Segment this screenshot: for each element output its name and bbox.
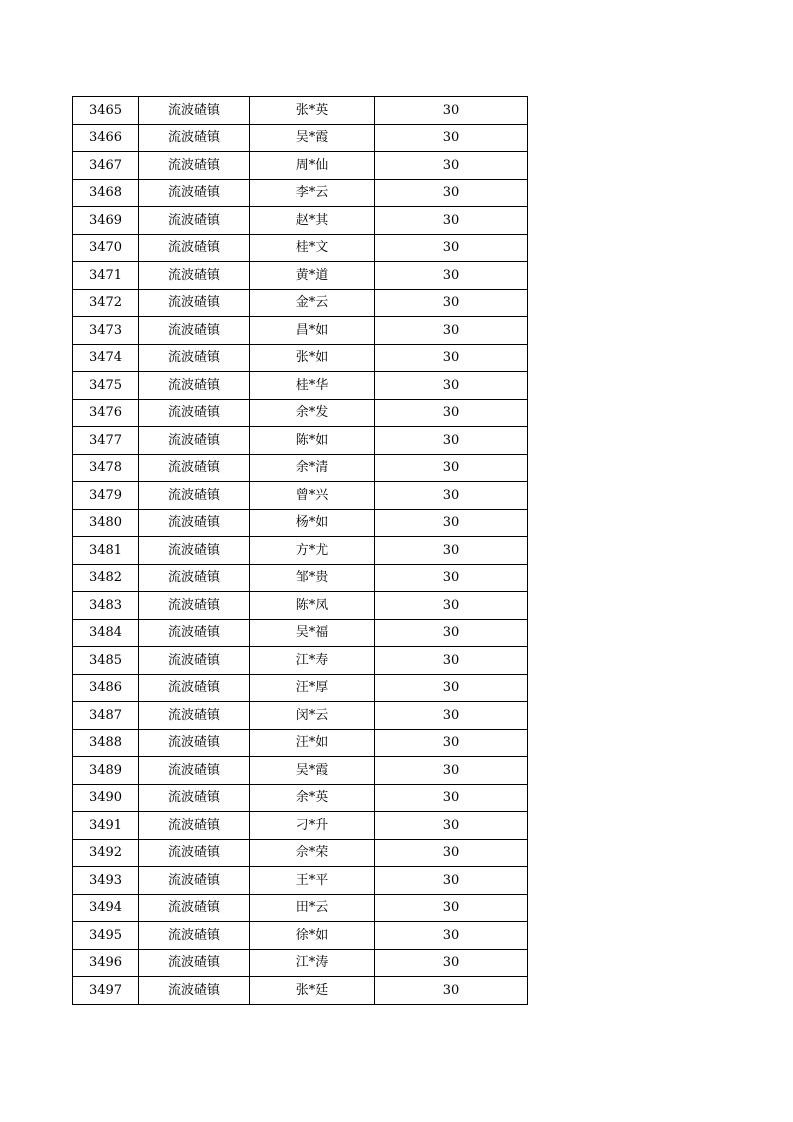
table-row bbox=[73, 234, 528, 262]
row-number-cell: 3465 bbox=[73, 97, 139, 125]
person-name-cell: 张*英 bbox=[250, 97, 375, 125]
row-number-cell: 3470 bbox=[73, 234, 139, 262]
table-row bbox=[73, 152, 528, 180]
row-number-cell: 3495 bbox=[73, 922, 139, 950]
town-cell: 流波碴镇 bbox=[139, 344, 250, 372]
table-row bbox=[73, 867, 528, 895]
row-number-cell: 3469 bbox=[73, 207, 139, 235]
person-name-cell: 余*英 bbox=[250, 784, 375, 812]
table-row bbox=[73, 509, 528, 537]
row-number-cell: 3468 bbox=[73, 179, 139, 207]
row-number-cell: 3472 bbox=[73, 289, 139, 317]
amount-cell: 30 bbox=[375, 207, 528, 235]
amount-cell: 30 bbox=[375, 317, 528, 345]
amount-cell: 30 bbox=[375, 344, 528, 372]
town-cell: 流波碴镇 bbox=[139, 757, 250, 785]
table-row bbox=[73, 592, 528, 620]
table-row bbox=[73, 949, 528, 977]
amount-cell: 30 bbox=[375, 702, 528, 730]
town-cell: 流波碴镇 bbox=[139, 509, 250, 537]
town-cell: 流波碴镇 bbox=[139, 427, 250, 455]
row-number-cell: 3487 bbox=[73, 702, 139, 730]
person-name-cell: 李*云 bbox=[250, 179, 375, 207]
row-number-cell: 3483 bbox=[73, 592, 139, 620]
town-cell: 流波碴镇 bbox=[139, 262, 250, 290]
row-number-cell: 3496 bbox=[73, 949, 139, 977]
town-cell: 流波碴镇 bbox=[139, 592, 250, 620]
person-name-cell: 江*寿 bbox=[250, 647, 375, 675]
row-number-cell: 3467 bbox=[73, 152, 139, 180]
table-row bbox=[73, 482, 528, 510]
town-cell: 流波碴镇 bbox=[139, 922, 250, 950]
town-cell: 流波碴镇 bbox=[139, 372, 250, 400]
person-name-cell: 邹*贵 bbox=[250, 564, 375, 592]
town-cell: 流波碴镇 bbox=[139, 207, 250, 235]
amount-cell: 30 bbox=[375, 262, 528, 290]
town-cell: 流波碴镇 bbox=[139, 977, 250, 1005]
town-cell: 流波碴镇 bbox=[139, 867, 250, 895]
table-row bbox=[73, 207, 528, 235]
amount-cell: 30 bbox=[375, 537, 528, 565]
row-number-cell: 3488 bbox=[73, 729, 139, 757]
town-cell: 流波碴镇 bbox=[139, 949, 250, 977]
amount-cell: 30 bbox=[375, 234, 528, 262]
row-number-cell: 3491 bbox=[73, 812, 139, 840]
table-row bbox=[73, 757, 528, 785]
town-cell: 流波碴镇 bbox=[139, 812, 250, 840]
person-name-cell: 昌*如 bbox=[250, 317, 375, 345]
person-name-cell: 陈*如 bbox=[250, 427, 375, 455]
table-row bbox=[73, 262, 528, 290]
town-cell: 流波碴镇 bbox=[139, 702, 250, 730]
amount-cell: 30 bbox=[375, 289, 528, 317]
town-cell: 流波碴镇 bbox=[139, 674, 250, 702]
table-row bbox=[73, 894, 528, 922]
person-name-cell: 吴*霞 bbox=[250, 124, 375, 152]
person-name-cell: 汪*如 bbox=[250, 729, 375, 757]
town-cell: 流波碴镇 bbox=[139, 647, 250, 675]
row-number-cell: 3497 bbox=[73, 977, 139, 1005]
table-row bbox=[73, 344, 528, 372]
row-number-cell: 3473 bbox=[73, 317, 139, 345]
person-name-cell: 闵*云 bbox=[250, 702, 375, 730]
person-name-cell: 余*清 bbox=[250, 454, 375, 482]
row-number-cell: 3478 bbox=[73, 454, 139, 482]
amount-cell: 30 bbox=[375, 949, 528, 977]
row-number-cell: 3466 bbox=[73, 124, 139, 152]
row-number-cell: 3476 bbox=[73, 399, 139, 427]
person-name-cell: 余*发 bbox=[250, 399, 375, 427]
town-cell: 流波碴镇 bbox=[139, 97, 250, 125]
town-cell: 流波碴镇 bbox=[139, 839, 250, 867]
town-cell: 流波碴镇 bbox=[139, 317, 250, 345]
amount-cell: 30 bbox=[375, 179, 528, 207]
town-cell: 流波碴镇 bbox=[139, 234, 250, 262]
amount-cell: 30 bbox=[375, 97, 528, 125]
table-row bbox=[73, 647, 528, 675]
table-row bbox=[73, 784, 528, 812]
person-name-cell: 金*云 bbox=[250, 289, 375, 317]
town-cell: 流波碴镇 bbox=[139, 564, 250, 592]
amount-cell: 30 bbox=[375, 454, 528, 482]
amount-cell: 30 bbox=[375, 592, 528, 620]
table-row bbox=[73, 124, 528, 152]
person-name-cell: 桂*文 bbox=[250, 234, 375, 262]
town-cell: 流波碴镇 bbox=[139, 619, 250, 647]
row-number-cell: 3480 bbox=[73, 509, 139, 537]
row-number-cell: 3486 bbox=[73, 674, 139, 702]
town-cell: 流波碴镇 bbox=[139, 124, 250, 152]
table-row bbox=[73, 317, 528, 345]
table-row bbox=[73, 812, 528, 840]
table-row bbox=[73, 97, 528, 125]
person-name-cell: 周*仙 bbox=[250, 152, 375, 180]
town-cell: 流波碴镇 bbox=[139, 289, 250, 317]
table-row bbox=[73, 427, 528, 455]
row-number-cell: 3494 bbox=[73, 894, 139, 922]
town-cell: 流波碴镇 bbox=[139, 399, 250, 427]
table-row bbox=[73, 454, 528, 482]
table-row bbox=[73, 619, 528, 647]
amount-cell: 30 bbox=[375, 372, 528, 400]
person-name-cell: 徐*如 bbox=[250, 922, 375, 950]
row-number-cell: 3474 bbox=[73, 344, 139, 372]
amount-cell: 30 bbox=[375, 729, 528, 757]
amount-cell: 30 bbox=[375, 509, 528, 537]
person-name-cell: 张*如 bbox=[250, 344, 375, 372]
amount-cell: 30 bbox=[375, 564, 528, 592]
amount-cell: 30 bbox=[375, 674, 528, 702]
amount-cell: 30 bbox=[375, 812, 528, 840]
amount-cell: 30 bbox=[375, 152, 528, 180]
table-row bbox=[73, 839, 528, 867]
row-number-cell: 3485 bbox=[73, 647, 139, 675]
table-row bbox=[73, 702, 528, 730]
table-row bbox=[73, 289, 528, 317]
person-name-cell: 吴*福 bbox=[250, 619, 375, 647]
amount-cell: 30 bbox=[375, 427, 528, 455]
person-name-cell: 曾*兴 bbox=[250, 482, 375, 510]
town-cell: 流波碴镇 bbox=[139, 729, 250, 757]
person-name-cell: 吴*霞 bbox=[250, 757, 375, 785]
person-name-cell: 田*云 bbox=[250, 894, 375, 922]
amount-cell: 30 bbox=[375, 482, 528, 510]
roster-table bbox=[72, 96, 528, 1005]
amount-cell: 30 bbox=[375, 894, 528, 922]
person-name-cell: 赵*其 bbox=[250, 207, 375, 235]
row-number-cell: 3490 bbox=[73, 784, 139, 812]
person-name-cell: 黄*道 bbox=[250, 262, 375, 290]
amount-cell: 30 bbox=[375, 124, 528, 152]
person-name-cell: 桂*华 bbox=[250, 372, 375, 400]
person-name-cell: 刁*升 bbox=[250, 812, 375, 840]
town-cell: 流波碴镇 bbox=[139, 152, 250, 180]
town-cell: 流波碴镇 bbox=[139, 894, 250, 922]
row-number-cell: 3489 bbox=[73, 757, 139, 785]
person-name-cell: 杨*如 bbox=[250, 509, 375, 537]
person-name-cell: 江*涛 bbox=[250, 949, 375, 977]
row-number-cell: 3471 bbox=[73, 262, 139, 290]
row-number-cell: 3481 bbox=[73, 537, 139, 565]
row-number-cell: 3493 bbox=[73, 867, 139, 895]
amount-cell: 30 bbox=[375, 867, 528, 895]
row-number-cell: 3479 bbox=[73, 482, 139, 510]
roster-table-body bbox=[73, 97, 528, 1005]
table-row bbox=[73, 977, 528, 1005]
row-number-cell: 3477 bbox=[73, 427, 139, 455]
amount-cell: 30 bbox=[375, 922, 528, 950]
amount-cell: 30 bbox=[375, 977, 528, 1005]
amount-cell: 30 bbox=[375, 839, 528, 867]
person-name-cell: 汪*厚 bbox=[250, 674, 375, 702]
amount-cell: 30 bbox=[375, 757, 528, 785]
person-name-cell: 张*廷 bbox=[250, 977, 375, 1005]
town-cell: 流波碴镇 bbox=[139, 784, 250, 812]
row-number-cell: 3484 bbox=[73, 619, 139, 647]
person-name-cell: 方*尤 bbox=[250, 537, 375, 565]
table-row bbox=[73, 922, 528, 950]
town-cell: 流波碴镇 bbox=[139, 179, 250, 207]
table-row bbox=[73, 399, 528, 427]
person-name-cell: 陈*凤 bbox=[250, 592, 375, 620]
town-cell: 流波碴镇 bbox=[139, 454, 250, 482]
table-row bbox=[73, 537, 528, 565]
table-row bbox=[73, 179, 528, 207]
row-number-cell: 3475 bbox=[73, 372, 139, 400]
table-row bbox=[73, 564, 528, 592]
table-row bbox=[73, 674, 528, 702]
town-cell: 流波碴镇 bbox=[139, 537, 250, 565]
person-name-cell: 佘*荣 bbox=[250, 839, 375, 867]
amount-cell: 30 bbox=[375, 647, 528, 675]
table-row bbox=[73, 372, 528, 400]
row-number-cell: 3492 bbox=[73, 839, 139, 867]
person-name-cell: 王*平 bbox=[250, 867, 375, 895]
table-row bbox=[73, 729, 528, 757]
amount-cell: 30 bbox=[375, 619, 528, 647]
amount-cell: 30 bbox=[375, 399, 528, 427]
row-number-cell: 3482 bbox=[73, 564, 139, 592]
amount-cell: 30 bbox=[375, 784, 528, 812]
town-cell: 流波碴镇 bbox=[139, 482, 250, 510]
